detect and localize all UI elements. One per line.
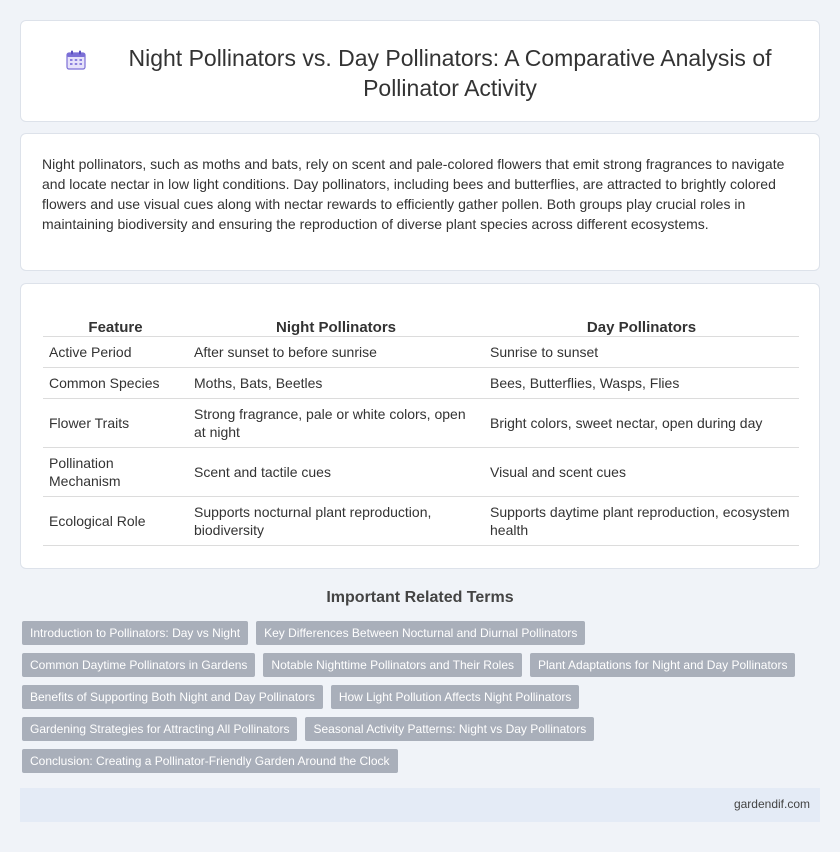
night-cell: After sunset to before sunrise xyxy=(188,336,484,367)
night-cell: Supports nocturnal plant reproduction, biodiversity xyxy=(188,496,484,545)
feature-cell: Active Period xyxy=(43,336,188,367)
related-term-tag[interactable]: Seasonal Activity Patterns: Night vs Day Pollinators xyxy=(305,717,594,741)
day-cell: Supports daytime plant reproduction, ecosystem health xyxy=(484,496,799,545)
related-term-tag[interactable]: Introduction to Pollinators: Day vs Night xyxy=(22,621,248,645)
header-feature: Feature xyxy=(43,314,188,336)
table-row xyxy=(43,398,799,447)
table-row xyxy=(43,336,799,367)
footer-site-name[interactable]: gardendif.com xyxy=(733,797,810,811)
intro-paragraph: Night pollinators, such as moths and bats, rely on scent and pale-colored flowers that emit strong fragrances to navigate and locate nectar in low light conditions. Day pollinators, including bees and butterflies, are attracted to brightly colored flowers and use visual cues along with nectar rewards to efficiently gather pollen. Both groups play crucial roles in maintaining biodiversity and ensuring the reproduction of diverse plant species across different ecosystems. xyxy=(42,156,785,232)
comparison-table-card xyxy=(20,283,820,569)
related-term-tag[interactable]: Key Differences Between Nocturnal and Diurnal Pollinators xyxy=(256,621,585,645)
day-cell: Sunrise to sunset xyxy=(484,336,799,367)
related-term-tag[interactable]: Notable Nighttime Pollinators and Their Roles xyxy=(263,653,522,677)
related-term-tag[interactable]: Conclusion: Creating a Pollinator-Friendly Garden Around the Clock xyxy=(22,749,398,773)
related-term-tag[interactable]: Plant Adaptations for Night and Day Pollinators xyxy=(530,653,795,677)
related-term-tag[interactable]: Common Daytime Pollinators in Gardens xyxy=(22,653,255,677)
related-term-tag[interactable]: Benefits of Supporting Both Night and Day Pollinators xyxy=(22,685,323,709)
feature-cell: Pollination Mechanism xyxy=(43,447,188,496)
related-term-tag[interactable]: How Light Pollution Affects Night Pollinators xyxy=(331,685,580,709)
header-day-pollinators: Day Pollinators xyxy=(484,314,799,336)
table-row xyxy=(43,496,799,545)
night-cell: Scent and tactile cues xyxy=(188,447,484,496)
header-card xyxy=(20,20,820,122)
footer xyxy=(20,788,820,822)
related-term-tag[interactable]: Gardening Strategies for Attracting All Pollinators xyxy=(22,717,297,741)
table-row xyxy=(43,447,799,496)
day-cell: Bright colors, sweet nectar, open during day xyxy=(484,398,799,447)
calendar-icon xyxy=(64,48,88,72)
page-title: Night Pollinators vs. Day Pollinators: A Comparative Analysis of Pollinator Activity xyxy=(128,45,772,101)
day-cell: Visual and scent cues xyxy=(484,447,799,496)
header-night-pollinators: Night Pollinators xyxy=(188,314,484,336)
related-terms-heading: Important Related Terms xyxy=(326,589,514,606)
day-cell: Bees, Butterflies, Wasps, Flies xyxy=(484,367,799,398)
night-cell: Strong fragrance, pale or white colors, open at night xyxy=(188,398,484,447)
feature-cell: Flower Traits xyxy=(43,398,188,447)
table-row xyxy=(43,367,799,398)
comparison-table xyxy=(43,314,799,546)
table-header-row xyxy=(43,314,799,336)
intro-card xyxy=(20,133,820,271)
feature-cell: Common Species xyxy=(43,367,188,398)
feature-cell: Ecological Role xyxy=(43,496,188,545)
related-terms-list xyxy=(22,621,802,773)
night-cell: Moths, Bats, Beetles xyxy=(188,367,484,398)
